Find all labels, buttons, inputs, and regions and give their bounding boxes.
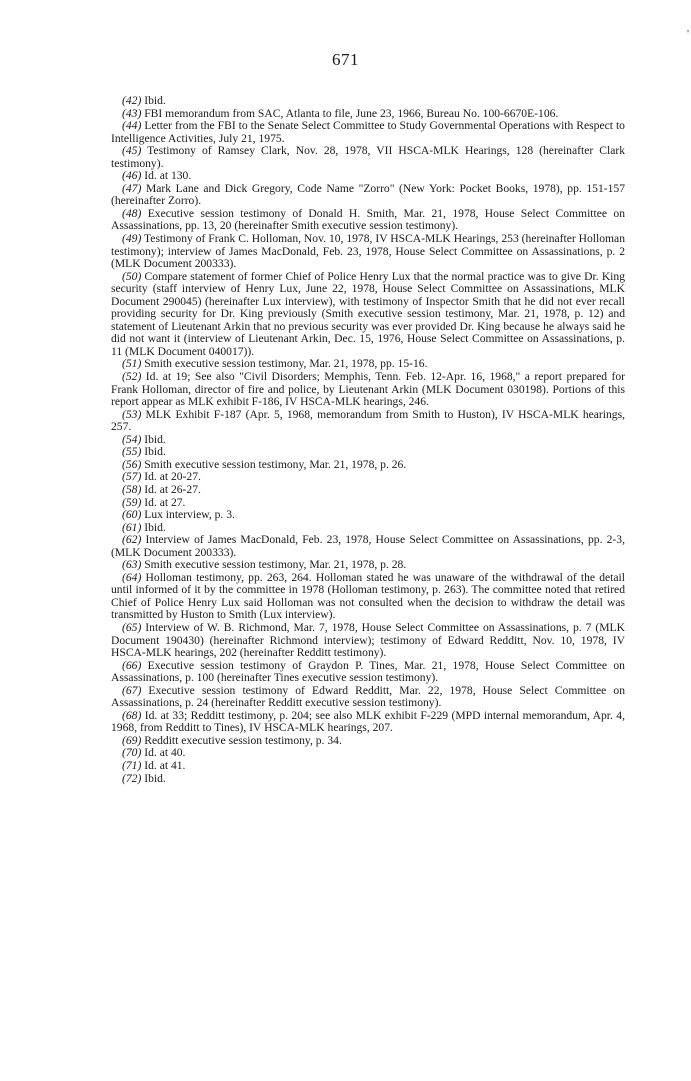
footnote-number: (42) [122, 94, 142, 107]
footnote-text: Ibid. [144, 94, 166, 107]
footnote-text: Id. at 26-27. [144, 482, 201, 496]
footnote-number: (67) [122, 683, 142, 697]
footnote-text: FBI memorandum from SAC, Atlanta to file, June 23, 1966, Bureau No. 100-6670E-106. [144, 106, 559, 120]
footnote-number: (51) [122, 357, 142, 371]
footnote-text: Id. at 20-27. [144, 470, 201, 484]
footnote-text: Executive session testimony of Edward Redditt, Mar. 22, 1978, House Select Committee on Assassinations, p. 24 (hereinafter Redditt executive session testimony). [111, 683, 625, 710]
footnote-number: (54) [122, 432, 142, 446]
margin-mark: ' [687, 28, 689, 40]
footnote-text: Id. at 40. [144, 746, 186, 760]
footnote [111, 183, 625, 208]
footnote-number: (55) [122, 445, 142, 459]
footnote-text: Executive session testimony of Graydon P. Tines, Mar. 21, 1978, House Select Committee on Assassinations, p. 100 (hereinafter Tines executive session testimony). [111, 658, 625, 685]
footnote [111, 271, 625, 359]
footnote-text: Id. at 19; See also "Civil Disorders; Memphis, Tenn. Feb. 12-Apr. 16, 1968," a report prepared for Frank Holloman, director of fire and police, by Lieutenant Arkin (MLK Document 030198). Portions of this report appear as MLK exhibit F-186, IV HSCA-MLK hearings, 246. [111, 370, 625, 409]
page-number: 671 [332, 50, 359, 69]
footnote-number: (66) [122, 658, 142, 672]
footnote-text: Ibid. [144, 520, 166, 534]
footnote [111, 145, 625, 170]
footnote-text: Redditt executive session testimony, p. 34. [144, 733, 342, 747]
footnote-text: Ibid. [144, 445, 166, 459]
footnote [111, 534, 625, 559]
footnote-text: Interview of James MacDonald, Feb. 23, 1978, House Select Committee on Assassinations, pp. 2-3, (MLK Document 200333). [111, 533, 625, 559]
footnote-number: (53) [122, 407, 142, 421]
footnote-number: (44) [122, 119, 142, 133]
footnote-number: (52) [122, 370, 142, 384]
footnote-number: (56) [122, 457, 142, 471]
footnote [111, 409, 625, 434]
footnote [111, 760, 625, 773]
footnote [111, 710, 625, 735]
footnote-number: (59) [122, 495, 142, 509]
footnote-number: (70) [122, 746, 142, 760]
footnote-number: (43) [122, 106, 142, 120]
footnote [111, 660, 625, 685]
footnote-number: (63) [122, 558, 142, 572]
footnote-text: Lux interview, p. 3. [144, 508, 235, 522]
footnote-number: (46) [122, 169, 142, 183]
footnote-number: (45) [122, 144, 142, 158]
footnote [111, 233, 625, 271]
footnote-text: Interview of W. B. Richmond, Mar. 7, 1978, House Select Committee on Assassinations, p. 7 (MLK Document 190430) (hereinafter Richmond interview); testimony of Edward Redditt, Nov. 10, 1978, IV HSCA-MLK hearings, 202 (hereinafter Redditt testimony). [111, 620, 625, 660]
footnote-text: Ibid. [144, 771, 166, 785]
footnote-number: (57) [122, 470, 142, 484]
footnote [111, 747, 625, 760]
footnote [111, 773, 625, 786]
footnote [111, 484, 625, 497]
footnote-text: Holloman testimony, pp. 263, 264. Holloman stated he was unaware of the withdrawal of the detail until informed of it by the committee in 1978 (Holloman testimony, p. 263). The committee noted that retired Chief of Police Henry Lux said Holloman was not consulted when the decision to withdraw the detail was transmitted by Huston to Smith (Lux interview). [111, 570, 625, 622]
footnotes-list [111, 95, 625, 785]
footnote [111, 208, 625, 233]
footnote [111, 371, 625, 409]
footnote-text: Executive session testimony of Donald H. Smith, Mar. 21, 1978, House Select Committee on Assassinations, pp. 13, 20 (hereinafter Smith executive session testimony). [111, 206, 625, 233]
footnote-number: (47) [122, 181, 142, 195]
footnote-number: (69) [122, 733, 142, 747]
footnote-number: (64) [122, 570, 142, 584]
footnote-text: Compare statement of former Chief of Police Henry Lux that the normal practice was to give Dr. King security (staff interview of Henry Lux, June 22, 1978, House Select Committee on Assassinations, MLK Document 290045) (hereinafter Lux interview), with testimony of Inspector Smith that he did not ever recall providing security for Dr. King previously (Smith executive session testimony, Mar. 21, 1978, p. 12) and statement of Lieutenant Arkin that no previous security was ever provided Dr. King because he always said he did not want it (interview of Lieutenant Arkin, Dec. 15, 1976, House Select Committee on Assassinations, p. 11 (MLK Document 040017)). [111, 269, 626, 358]
footnote-text: Id. at 27. [144, 495, 186, 509]
footnote-number: (60) [122, 508, 142, 522]
footnote-number: (61) [122, 520, 142, 534]
footnote-text: Letter from the FBI to the Senate Select Committee to Study Governmental Operations with Respect to Intelligence Activities, July 21, 1975. [111, 119, 625, 145]
footnote-text: Smith executive session testimony, Mar. 21, 1978, p. 26. [144, 457, 407, 471]
footnote-text: MLK Exhibit F-187 (Apr. 5, 1968, memorandum from Smith to Huston), IV HSCA-MLK hearings, 257. [111, 407, 625, 434]
footnote-text: Ibid. [144, 432, 166, 446]
footnote-number: (58) [122, 482, 142, 496]
footnote-number: (72) [122, 771, 142, 785]
footnote-number: (65) [122, 620, 142, 634]
footnote-number: (62) [122, 533, 142, 547]
footnote-text: Testimony of Ramsey Clark, Nov. 28, 1978, VII HSCA-MLK Hearings, 128 (hereinafter Clark testimony). [111, 144, 625, 170]
footnote-text: Smith executive session testimony, Mar. 21, 1978, pp. 15-16. [144, 357, 428, 371]
footnote-number: (50) [122, 269, 142, 283]
footnote [111, 622, 625, 660]
footnote [111, 434, 625, 447]
footnote-text: Testimony of Frank C. Holloman, Nov. 10, 1978, IV HSCA-MLK Hearings, 253 (hereinafter Holloman testimony); interview of James MacDonald, Feb. 23, 1978, House Select Committee on Assassinations, p. 2 (MLK Document 200333). [111, 232, 625, 271]
footnote [111, 509, 625, 522]
footnote-number: (49) [122, 232, 142, 246]
footnote-number: (68) [122, 708, 142, 722]
footnote [111, 735, 625, 748]
footnote [111, 572, 625, 622]
footnote-text: Id. at 41. [144, 758, 186, 772]
footnote [111, 685, 625, 710]
footnote-text: Smith executive session testimony, Mar. 21, 1978, p. 28. [144, 558, 407, 572]
footnote-number: (48) [122, 206, 142, 220]
footnote-number: (71) [122, 758, 142, 772]
footnote-text: Id. at 33; Redditt testimony, p. 204; see also MLK exhibit F-229 (MPD internal memorandum, Apr. 4, 1968, from Redditt to Tines), IV HSCA-MLK hearings, 207. [111, 708, 626, 735]
footnote-text: Id. at 130. [144, 169, 192, 183]
footnote-text: Mark Lane and Dick Gregory, Code Name "Zorro" (New York: Pocket Books, 1978), pp. 151-157 (hereinafter Zorro). [111, 181, 626, 208]
footnote [111, 120, 625, 145]
